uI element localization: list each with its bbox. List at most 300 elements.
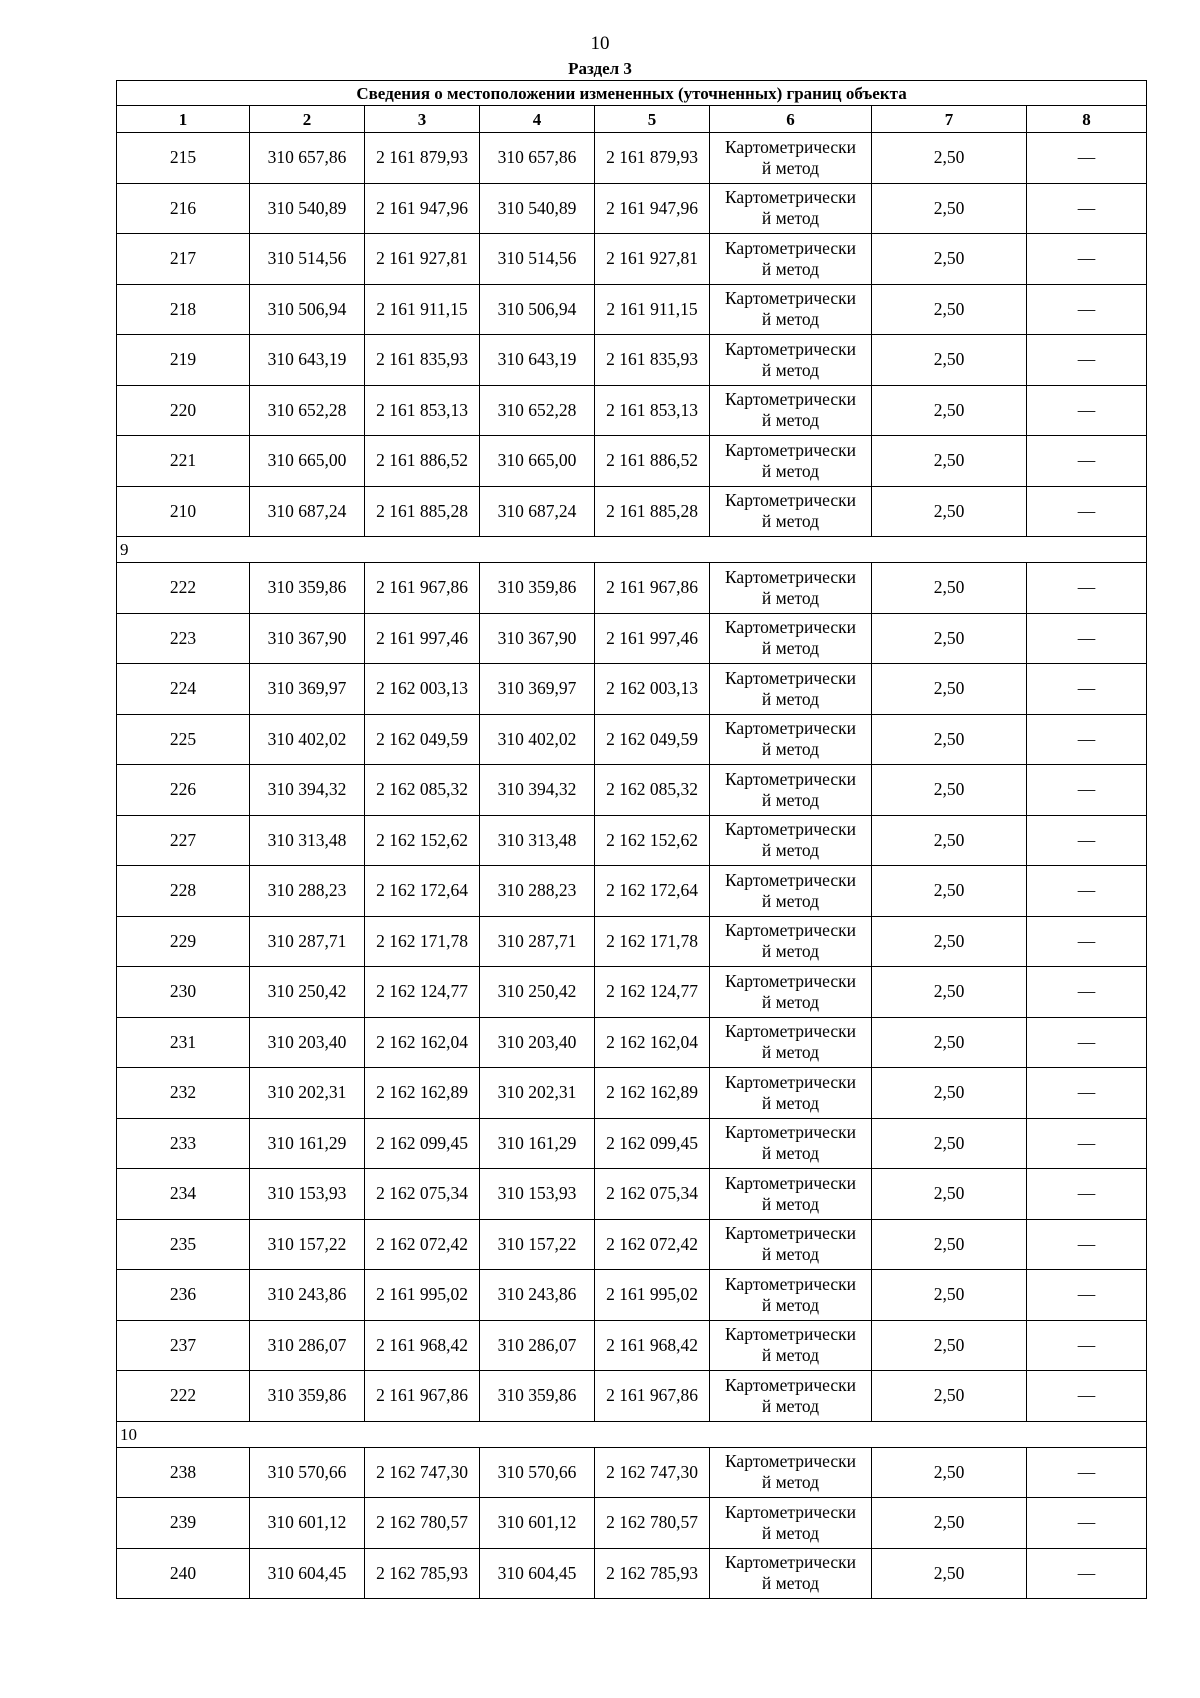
x-coordinate-old: 310 157,22 (250, 1219, 365, 1270)
point-number: 231 (117, 1017, 250, 1068)
accuracy-value: 2,50 (872, 486, 1027, 537)
point-number: 222 (117, 563, 250, 614)
method-cell (710, 765, 872, 816)
table-row (117, 664, 1147, 715)
x-coordinate-new: 310 359,86 (480, 1371, 595, 1422)
x-coordinate-old: 310 540,89 (250, 183, 365, 234)
y-coordinate-old: 2 161 879,93 (365, 133, 480, 184)
method-text: й метод (761, 359, 820, 380)
method-cell (710, 1270, 872, 1321)
x-coordinate-new: 310 286,07 (480, 1320, 595, 1371)
method-cell (710, 714, 872, 765)
method-text: й метод (761, 1244, 820, 1265)
y-coordinate-new: 2 162 003,13 (595, 664, 710, 715)
x-coordinate-new: 310 367,90 (480, 613, 595, 664)
y-coordinate-new: 2 162 785,93 (595, 1548, 710, 1599)
method-text: й метод (761, 890, 820, 911)
y-coordinate-new: 2 162 162,89 (595, 1068, 710, 1119)
method-cell (710, 1447, 872, 1498)
method-text: й метод (761, 840, 820, 861)
accuracy-value: 2,50 (872, 1498, 1027, 1549)
point-number: 226 (117, 765, 250, 816)
page-number: 10 (590, 33, 610, 54)
accuracy-value: 2,50 (872, 436, 1027, 487)
table-row (117, 563, 1147, 614)
x-coordinate-old: 310 288,23 (250, 866, 365, 917)
y-coordinate-old: 2 162 072,42 (365, 1219, 480, 1270)
y-coordinate-new: 2 161 995,02 (595, 1270, 710, 1321)
x-coordinate-new: 310 506,94 (480, 284, 595, 335)
column-header: 5 (595, 106, 710, 133)
y-coordinate-old: 2 161 853,13 (365, 385, 480, 436)
y-coordinate-new: 2 162 171,78 (595, 916, 710, 967)
x-coordinate-new: 310 601,12 (480, 1498, 595, 1549)
method-cell (710, 1548, 872, 1599)
description-dash: — (1027, 1169, 1147, 1220)
method-text: Картометрически (724, 1451, 857, 1472)
accuracy-value: 2,50 (872, 563, 1027, 614)
y-coordinate-old: 2 162 152,62 (365, 815, 480, 866)
y-coordinate-old: 2 161 927,81 (365, 234, 480, 285)
x-coordinate-new: 310 402,02 (480, 714, 595, 765)
method-cell (710, 1498, 872, 1549)
y-coordinate-new: 2 161 968,42 (595, 1320, 710, 1371)
method-text: й метод (761, 460, 820, 481)
accuracy-value: 2,50 (872, 1169, 1027, 1220)
x-coordinate-old: 310 570,66 (250, 1447, 365, 1498)
y-coordinate-old: 2 161 911,15 (365, 284, 480, 335)
point-number: 217 (117, 234, 250, 285)
y-coordinate-new: 2 162 747,30 (595, 1447, 710, 1498)
method-text: Картометрически (724, 970, 857, 991)
column-header: 7 (872, 106, 1027, 133)
table-row (117, 385, 1147, 436)
accuracy-value: 2,50 (872, 284, 1027, 335)
y-coordinate-old: 2 161 997,46 (365, 613, 480, 664)
x-coordinate-new: 310 514,56 (480, 234, 595, 285)
boundary-table (116, 80, 1147, 1599)
method-text: Картометрически (724, 1273, 857, 1294)
method-text: Картометрически (724, 1223, 857, 1244)
y-coordinate-old: 2 162 085,32 (365, 765, 480, 816)
table-row (117, 1447, 1147, 1498)
x-coordinate-old: 310 286,07 (250, 1320, 365, 1371)
accuracy-value: 2,50 (872, 1447, 1027, 1498)
y-coordinate-old: 2 161 967,86 (365, 1371, 480, 1422)
method-text: й метод (761, 1193, 820, 1214)
x-coordinate-old: 310 643,19 (250, 335, 365, 386)
x-coordinate-old: 310 665,00 (250, 436, 365, 487)
accuracy-value: 2,50 (872, 613, 1027, 664)
x-coordinate-old: 310 161,29 (250, 1118, 365, 1169)
table-row (117, 916, 1147, 967)
x-coordinate-old: 310 687,24 (250, 486, 365, 537)
y-coordinate-old: 2 162 049,59 (365, 714, 480, 765)
method-text: Картометрически (724, 288, 857, 309)
x-coordinate-new: 310 570,66 (480, 1447, 595, 1498)
x-coordinate-old: 310 202,31 (250, 1068, 365, 1119)
description-dash: — (1027, 385, 1147, 436)
y-coordinate-new: 2 162 049,59 (595, 714, 710, 765)
y-coordinate-old: 2 161 995,02 (365, 1270, 480, 1321)
method-text: Картометрически (724, 667, 857, 688)
y-coordinate-new: 2 162 099,45 (595, 1118, 710, 1169)
description-dash: — (1027, 1017, 1147, 1068)
x-coordinate-old: 310 601,12 (250, 1498, 365, 1549)
table-row (117, 1270, 1147, 1321)
description-dash: — (1027, 133, 1147, 184)
y-coordinate-old: 2 162 172,64 (365, 866, 480, 917)
x-coordinate-old: 310 652,28 (250, 385, 365, 436)
table-row (117, 714, 1147, 765)
x-coordinate-old: 310 287,71 (250, 916, 365, 967)
x-coordinate-old: 310 243,86 (250, 1270, 365, 1321)
y-coordinate-new: 2 161 967,86 (595, 1371, 710, 1422)
y-coordinate-new: 2 162 162,04 (595, 1017, 710, 1068)
table-row (117, 133, 1147, 184)
table-row (117, 866, 1147, 917)
y-coordinate-new: 2 161 947,96 (595, 183, 710, 234)
method-text: й метод (761, 1522, 820, 1543)
point-number: 219 (117, 335, 250, 386)
y-coordinate-old: 2 162 099,45 (365, 1118, 480, 1169)
method-text: й метод (761, 511, 820, 532)
x-coordinate-new: 310 313,48 (480, 815, 595, 866)
method-text: Картометрически (724, 490, 857, 511)
x-coordinate-new: 310 657,86 (480, 133, 595, 184)
point-number: 227 (117, 815, 250, 866)
x-coordinate-old: 310 359,86 (250, 1371, 365, 1422)
x-coordinate-new: 310 604,45 (480, 1548, 595, 1599)
x-coordinate-old: 310 250,42 (250, 967, 365, 1018)
y-coordinate-old: 2 162 747,30 (365, 1447, 480, 1498)
method-text: й метод (761, 1573, 820, 1594)
x-coordinate-new: 310 359,86 (480, 563, 595, 614)
table-row (117, 1219, 1147, 1270)
method-text: й метод (761, 1395, 820, 1416)
x-coordinate-new: 310 243,86 (480, 1270, 595, 1321)
accuracy-value: 2,50 (872, 967, 1027, 1018)
description-dash: — (1027, 563, 1147, 614)
description-dash: — (1027, 765, 1147, 816)
x-coordinate-new: 310 652,28 (480, 385, 595, 436)
y-coordinate-new: 2 162 075,34 (595, 1169, 710, 1220)
section-title: Раздел 3 (568, 59, 632, 78)
table-row (117, 1169, 1147, 1220)
y-coordinate-old: 2 161 885,28 (365, 486, 480, 537)
method-text: й метод (761, 157, 820, 178)
y-coordinate-new: 2 162 085,32 (595, 765, 710, 816)
y-coordinate-old: 2 162 124,77 (365, 967, 480, 1018)
accuracy-value: 2,50 (872, 1548, 1027, 1599)
description-dash: — (1027, 613, 1147, 664)
accuracy-value: 2,50 (872, 385, 1027, 436)
method-text: Картометрически (724, 1071, 857, 1092)
table-row (117, 1548, 1147, 1599)
accuracy-value: 2,50 (872, 234, 1027, 285)
point-number: 237 (117, 1320, 250, 1371)
method-text: й метод (761, 1345, 820, 1366)
x-coordinate-new: 310 287,71 (480, 916, 595, 967)
method-text: й метод (761, 941, 820, 962)
description-dash: — (1027, 486, 1147, 537)
y-coordinate-old: 2 161 968,42 (365, 1320, 480, 1371)
description-dash: — (1027, 1447, 1147, 1498)
x-coordinate-old: 310 394,32 (250, 765, 365, 816)
contour-group-label: 9 (117, 537, 1147, 563)
method-text: й метод (761, 587, 820, 608)
method-text: й метод (761, 1472, 820, 1493)
description-dash: — (1027, 335, 1147, 386)
y-coordinate-old: 2 162 003,13 (365, 664, 480, 715)
y-coordinate-old: 2 162 780,57 (365, 1498, 480, 1549)
description-dash: — (1027, 1371, 1147, 1422)
y-coordinate-new: 2 161 835,93 (595, 335, 710, 386)
method-text: Картометрически (724, 869, 857, 890)
point-number: 221 (117, 436, 250, 487)
method-text: Картометрически (724, 718, 857, 739)
point-number: 239 (117, 1498, 250, 1549)
method-text: й метод (761, 1092, 820, 1113)
table-row (117, 967, 1147, 1018)
column-header: 2 (250, 106, 365, 133)
y-coordinate-new: 2 162 124,77 (595, 967, 710, 1018)
table-row (117, 486, 1147, 537)
table-row (117, 1118, 1147, 1169)
method-cell (710, 967, 872, 1018)
y-coordinate-old: 2 162 162,89 (365, 1068, 480, 1119)
point-number: 229 (117, 916, 250, 967)
method-cell (710, 183, 872, 234)
table-caption: Сведения о местоположении измененных (уточненных) границ объекта (117, 81, 1147, 106)
table-row (117, 335, 1147, 386)
accuracy-value: 2,50 (872, 1017, 1027, 1068)
method-text: й метод (761, 258, 820, 279)
y-coordinate-old: 2 161 967,86 (365, 563, 480, 614)
accuracy-value: 2,50 (872, 815, 1027, 866)
method-text: й метод (761, 208, 820, 229)
point-number: 240 (117, 1548, 250, 1599)
method-cell (710, 563, 872, 614)
accuracy-value: 2,50 (872, 916, 1027, 967)
point-number: 236 (117, 1270, 250, 1321)
method-text: Картометрически (724, 237, 857, 258)
x-coordinate-old: 310 514,56 (250, 234, 365, 285)
point-number: 228 (117, 866, 250, 917)
method-cell (710, 133, 872, 184)
method-text: Картометрически (724, 1552, 857, 1573)
method-cell (710, 613, 872, 664)
x-coordinate-new: 310 687,24 (480, 486, 595, 537)
method-cell (710, 385, 872, 436)
y-coordinate-old: 2 162 075,34 (365, 1169, 480, 1220)
method-text: Картометрически (724, 1324, 857, 1345)
point-number: 230 (117, 967, 250, 1018)
point-number: 210 (117, 486, 250, 537)
table-row (117, 613, 1147, 664)
x-coordinate-old: 310 367,90 (250, 613, 365, 664)
x-coordinate-new: 310 202,31 (480, 1068, 595, 1119)
method-cell (710, 436, 872, 487)
description-dash: — (1027, 1270, 1147, 1321)
point-number: 220 (117, 385, 250, 436)
x-coordinate-new: 310 161,29 (480, 1118, 595, 1169)
table-row (117, 436, 1147, 487)
y-coordinate-new: 2 161 927,81 (595, 234, 710, 285)
description-dash: — (1027, 1068, 1147, 1119)
column-header: 4 (480, 106, 595, 133)
method-cell (710, 284, 872, 335)
accuracy-value: 2,50 (872, 866, 1027, 917)
y-coordinate-new: 2 161 853,13 (595, 385, 710, 436)
table-row (117, 183, 1147, 234)
accuracy-value: 2,50 (872, 133, 1027, 184)
table-row (117, 284, 1147, 335)
method-text: й метод (761, 739, 820, 760)
table-row (117, 1320, 1147, 1371)
point-number: 216 (117, 183, 250, 234)
y-coordinate-old: 2 162 162,04 (365, 1017, 480, 1068)
description-dash: — (1027, 1219, 1147, 1270)
method-text: Картометрически (724, 439, 857, 460)
method-text: й метод (761, 1042, 820, 1063)
y-coordinate-new: 2 161 885,28 (595, 486, 710, 537)
y-coordinate-old: 2 161 886,52 (365, 436, 480, 487)
accuracy-value: 2,50 (872, 335, 1027, 386)
table-row (117, 765, 1147, 816)
description-dash: — (1027, 234, 1147, 285)
y-coordinate-old: 2 162 785,93 (365, 1548, 480, 1599)
point-number: 232 (117, 1068, 250, 1119)
x-coordinate-old: 310 506,94 (250, 284, 365, 335)
column-header: 8 (1027, 106, 1147, 133)
method-text: Картометрически (724, 1122, 857, 1143)
accuracy-value: 2,50 (872, 1371, 1027, 1422)
x-coordinate-new: 310 540,89 (480, 183, 595, 234)
y-coordinate-new: 2 161 886,52 (595, 436, 710, 487)
accuracy-value: 2,50 (872, 1320, 1027, 1371)
method-text: й метод (761, 789, 820, 810)
point-number: 215 (117, 133, 250, 184)
method-cell (710, 1219, 872, 1270)
x-coordinate-new: 310 394,32 (480, 765, 595, 816)
description-dash: — (1027, 436, 1147, 487)
description-dash: — (1027, 1548, 1147, 1599)
x-coordinate-old: 310 657,86 (250, 133, 365, 184)
method-cell (710, 1068, 872, 1119)
point-number: 218 (117, 284, 250, 335)
table-row (117, 234, 1147, 285)
y-coordinate-old: 2 161 835,93 (365, 335, 480, 386)
method-cell (710, 1118, 872, 1169)
description-dash: — (1027, 714, 1147, 765)
method-text: Картометрически (724, 1172, 857, 1193)
method-text: Картометрически (724, 136, 857, 157)
method-text: Картометрически (724, 617, 857, 638)
point-number: 238 (117, 1447, 250, 1498)
method-text: Картометрически (724, 819, 857, 840)
table-row (117, 815, 1147, 866)
method-text: Картометрически (724, 187, 857, 208)
method-cell (710, 335, 872, 386)
method-text: й метод (761, 1294, 820, 1315)
method-cell (710, 1169, 872, 1220)
point-number: 225 (117, 714, 250, 765)
x-coordinate-old: 310 369,97 (250, 664, 365, 715)
method-text: Картометрически (724, 768, 857, 789)
y-coordinate-new: 2 161 997,46 (595, 613, 710, 664)
x-coordinate-old: 310 604,45 (250, 1548, 365, 1599)
y-coordinate-new: 2 161 879,93 (595, 133, 710, 184)
x-coordinate-new: 310 288,23 (480, 866, 595, 917)
method-text: Картометрически (724, 1021, 857, 1042)
method-text: й метод (761, 688, 820, 709)
y-coordinate-new: 2 161 967,86 (595, 563, 710, 614)
x-coordinate-old: 310 359,86 (250, 563, 365, 614)
column-header-row (117, 106, 1147, 133)
x-coordinate-old: 310 203,40 (250, 1017, 365, 1068)
method-cell (710, 815, 872, 866)
y-coordinate-new: 2 162 780,57 (595, 1498, 710, 1549)
x-coordinate-old: 310 313,48 (250, 815, 365, 866)
accuracy-value: 2,50 (872, 1219, 1027, 1270)
table-row (117, 1017, 1147, 1068)
accuracy-value: 2,50 (872, 1118, 1027, 1169)
x-coordinate-new: 310 203,40 (480, 1017, 595, 1068)
contour-group-label: 10 (117, 1421, 1147, 1447)
x-coordinate-old: 310 402,02 (250, 714, 365, 765)
method-text: Картометрически (724, 920, 857, 941)
method-text: й метод (761, 1143, 820, 1164)
description-dash: — (1027, 664, 1147, 715)
y-coordinate-new: 2 162 152,62 (595, 815, 710, 866)
column-header: 6 (710, 106, 872, 133)
method-text: й метод (761, 309, 820, 330)
point-number: 223 (117, 613, 250, 664)
description-dash: — (1027, 815, 1147, 866)
method-cell (710, 1371, 872, 1422)
method-text: й метод (761, 991, 820, 1012)
point-number: 222 (117, 1371, 250, 1422)
method-cell (710, 1017, 872, 1068)
method-cell (710, 1320, 872, 1371)
accuracy-value: 2,50 (872, 183, 1027, 234)
x-coordinate-new: 310 665,00 (480, 436, 595, 487)
table-row (117, 1371, 1147, 1422)
table-row (117, 1498, 1147, 1549)
x-coordinate-new: 310 153,93 (480, 1169, 595, 1220)
column-header: 1 (117, 106, 250, 133)
y-coordinate-new: 2 161 911,15 (595, 284, 710, 335)
y-coordinate-old: 2 162 171,78 (365, 916, 480, 967)
x-coordinate-new: 310 643,19 (480, 335, 595, 386)
x-coordinate-old: 310 153,93 (250, 1169, 365, 1220)
method-text: Картометрически (724, 1374, 857, 1395)
method-cell (710, 234, 872, 285)
description-dash: — (1027, 284, 1147, 335)
accuracy-value: 2,50 (872, 1068, 1027, 1119)
description-dash: — (1027, 866, 1147, 917)
y-coordinate-new: 2 162 172,64 (595, 866, 710, 917)
description-dash: — (1027, 1320, 1147, 1371)
accuracy-value: 2,50 (872, 1270, 1027, 1321)
accuracy-value: 2,50 (872, 664, 1027, 715)
x-coordinate-new: 310 250,42 (480, 967, 595, 1018)
y-coordinate-new: 2 162 072,42 (595, 1219, 710, 1270)
method-text: й метод (761, 638, 820, 659)
method-cell (710, 916, 872, 967)
method-text: й метод (761, 410, 820, 431)
